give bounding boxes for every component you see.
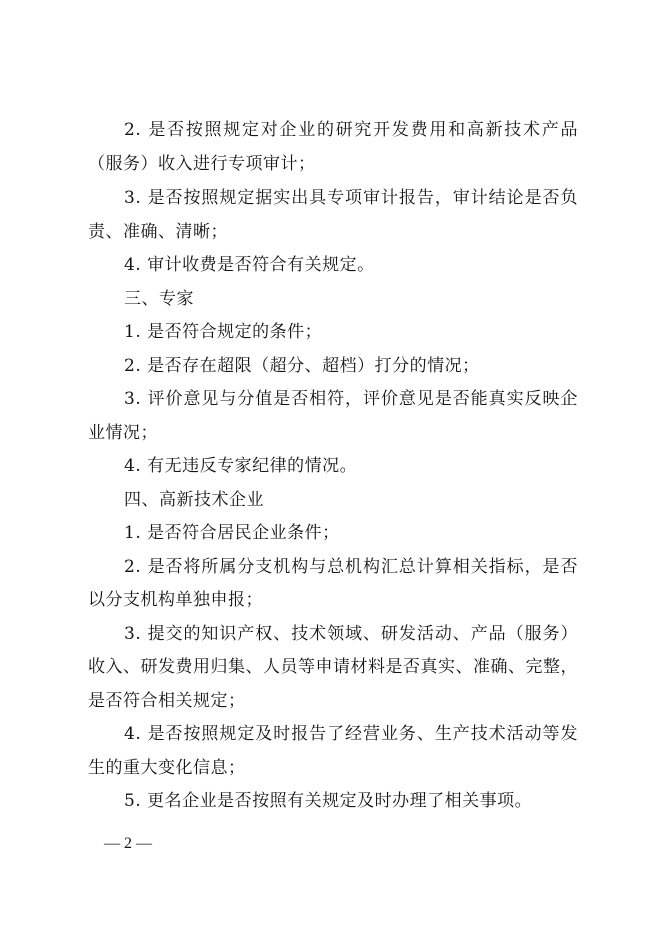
section-heading-experts: 三、专家: [124, 289, 194, 309]
enterprise-item-1: 1. 是否符合居民企业条件；: [124, 523, 340, 543]
expert-item-3-line-2: 业情况；: [88, 423, 158, 443]
enterprise-item-3-line-1: 3. 提交的知识产权、技术领域、研发活动、产品（服务）: [124, 624, 578, 644]
audit-item-3-line-2: 责、准确、清晰；: [88, 222, 228, 242]
page-number: — 2 —: [104, 835, 152, 852]
expert-item-3-line-1: 3. 评价意见与分值是否相符，评价意见是否能真实反映企: [124, 389, 578, 409]
expert-item-1: 1. 是否符合规定的条件；: [124, 322, 323, 342]
enterprise-item-4-line-2: 生的重大变化信息；: [88, 758, 246, 778]
enterprise-item-2-line-1: 2. 是否将所属分支机构与总机构汇总计算相关指标，是否: [124, 557, 578, 577]
audit-item-4: 4. 审计收费是否符合有关规定。: [124, 255, 375, 275]
audit-item-2-line-1: 2. 是否按照规定对企业的研究开发费用和高新技术产品: [124, 120, 578, 140]
audit-item-3-line-1: 3. 是否按照规定据实出具专项审计报告，审计结论是否负: [124, 188, 578, 208]
enterprise-item-3-line-3: 是否符合相关规定；: [88, 691, 246, 711]
enterprise-item-4-line-1: 4. 是否按照规定及时报告了经营业务、生产技术活动等发: [124, 724, 578, 744]
expert-item-4: 4. 有无违反专家纪律的情况。: [124, 456, 358, 476]
audit-item-2-line-2: （服务）收入进行专项审计；: [88, 154, 316, 174]
enterprise-item-3-line-2: 收入、研发费用归集、人员等申请材料是否真实、准确、完整，: [88, 657, 578, 677]
section-heading-enterprises: 四、高新技术企业: [124, 490, 264, 510]
enterprise-item-2-line-2: 以分支机构单独申报；: [88, 590, 263, 610]
enterprise-item-5: 5. 更名企业是否按照有关规定及时办理了相关事项。: [124, 791, 533, 811]
expert-item-2: 2. 是否存在超限（超分、超档）打分的情况；: [124, 356, 480, 376]
